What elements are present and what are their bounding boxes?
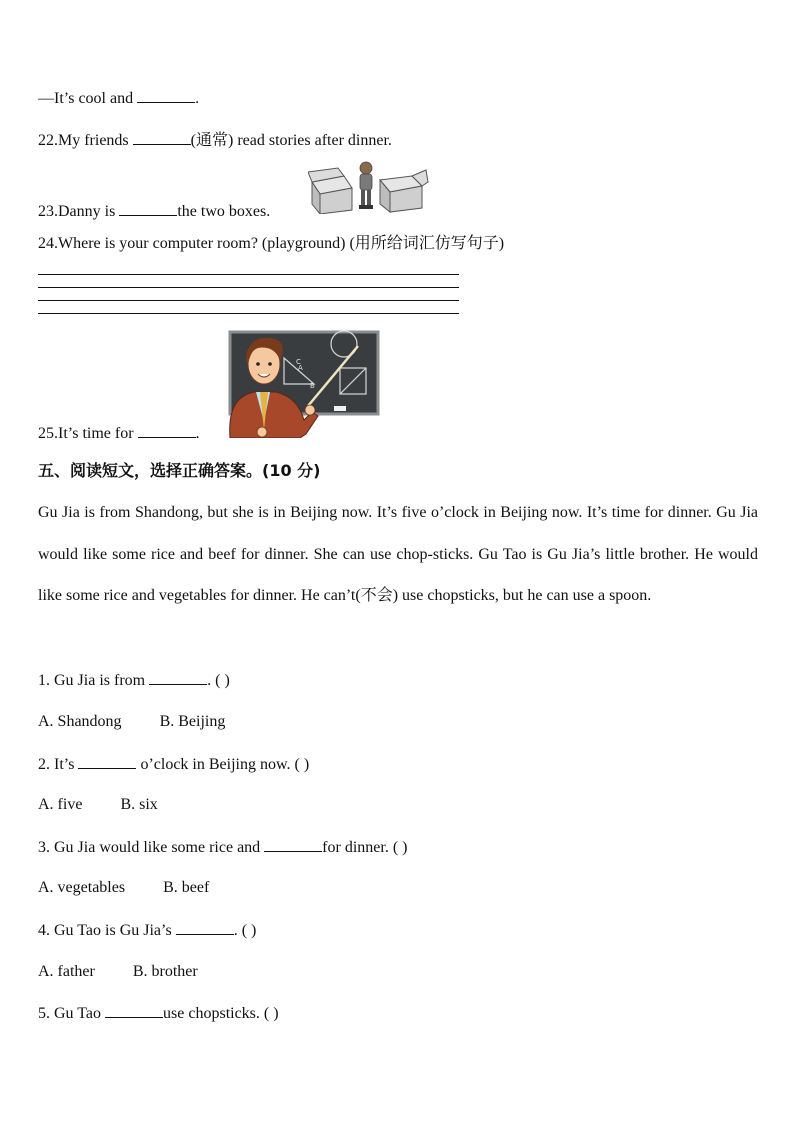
rq4-prefix: 4. Gu Tao is Gu Jia’s [38, 922, 176, 939]
q22-prefix: 22.My friends [38, 132, 133, 149]
two-boxes-illustration [308, 158, 430, 214]
question-23 [38, 201, 270, 222]
reading-question-4 [38, 920, 256, 941]
q21-blank[interactable] [137, 88, 195, 103]
q21-prefix: —It’s cool and [38, 90, 138, 107]
board-label-a: A [298, 364, 303, 372]
answer-line-1[interactable] [38, 274, 459, 275]
q25-blank[interactable] [138, 423, 196, 438]
q23-blank[interactable] [119, 201, 177, 216]
rq3-blank[interactable] [264, 837, 322, 852]
reading-options-2 [38, 795, 158, 815]
reading-passage: Gu Jia is from Shandong, but she is in Beijing now. It’s five o’clock in Beijing now. It’s time for dinner. Gu Jia would like some rice and beef for dinner. She can use chop-sticks. Gu Tao is Gu Jia’s little brother. He would like some rice and vegetables for dinner. He can’t(不会) use chopsticks, but he can use a spoon. [38, 504, 758, 604]
reading-question-5 [38, 1003, 279, 1024]
rq3-option-b[interactable]: B. beef [163, 879, 210, 896]
reading-question-3 [38, 837, 407, 858]
answer-line-3[interactable] [38, 300, 459, 301]
reading-question-2 [38, 754, 309, 775]
rq5-suffix: use chopsticks. ( ) [163, 1005, 279, 1022]
rq1-prefix: 1. Gu Jia is from [38, 672, 150, 689]
rq3-prefix: 3. Gu Jia would like some rice and [38, 839, 265, 856]
q21-suffix: . [195, 90, 200, 107]
section-5-title: 五、阅读短文，选择正确答案。(10 分) [38, 461, 321, 480]
rq1-option-a[interactable]: A. Shandong [38, 713, 122, 730]
question-24: 24.Where is your computer room? (playground) (用所给词汇仿写句子) [38, 235, 505, 252]
rq2-suffix: o’clock in Beijing now. ( ) [136, 756, 310, 773]
rq4-option-b[interactable]: B. brother [132, 963, 198, 980]
board-label-b: B [310, 382, 315, 390]
rq2-option-a[interactable]: A. five [38, 796, 83, 813]
rq5-prefix: 5. Gu Tao [38, 1005, 106, 1022]
board-label-c: C [296, 358, 301, 366]
answer-line-4[interactable] [38, 313, 459, 314]
q23-prefix: 23.Danny is [38, 203, 120, 220]
rq1-suffix: . ( ) [207, 672, 230, 689]
rq5-blank[interactable] [105, 1003, 163, 1018]
rq1-option-b[interactable]: B. Beijing [159, 713, 226, 730]
q21-answer-line [38, 88, 199, 109]
reading-options-4 [38, 962, 198, 982]
teacher-blackboard-illustration [222, 330, 382, 438]
q22-suffix: (通常) read stories after dinner. [190, 132, 392, 149]
reading-question-1 [38, 670, 230, 691]
question-25 [38, 423, 200, 444]
rq2-prefix: 2. It’s [38, 756, 79, 773]
q25-prefix: 25.It’s time for [38, 425, 138, 442]
q22-blank[interactable] [133, 130, 191, 145]
rq4-option-a[interactable]: A. father [38, 963, 95, 980]
rq2-option-b[interactable]: B. six [120, 796, 158, 813]
rq3-option-a[interactable]: A. vegetables [38, 879, 126, 896]
reading-options-3 [38, 878, 209, 898]
rq1-blank[interactable] [149, 670, 207, 685]
rq4-suffix: . ( ) [233, 922, 257, 939]
q23-suffix: the two boxes. [177, 203, 271, 220]
q25-suffix: . [195, 425, 200, 442]
question-22 [38, 130, 392, 151]
rq3-suffix: for dinner. ( ) [322, 839, 408, 856]
answer-line-2[interactable] [38, 287, 459, 288]
rq4-blank[interactable] [176, 920, 234, 935]
rq2-blank[interactable] [78, 754, 136, 769]
reading-options-1 [38, 712, 225, 732]
